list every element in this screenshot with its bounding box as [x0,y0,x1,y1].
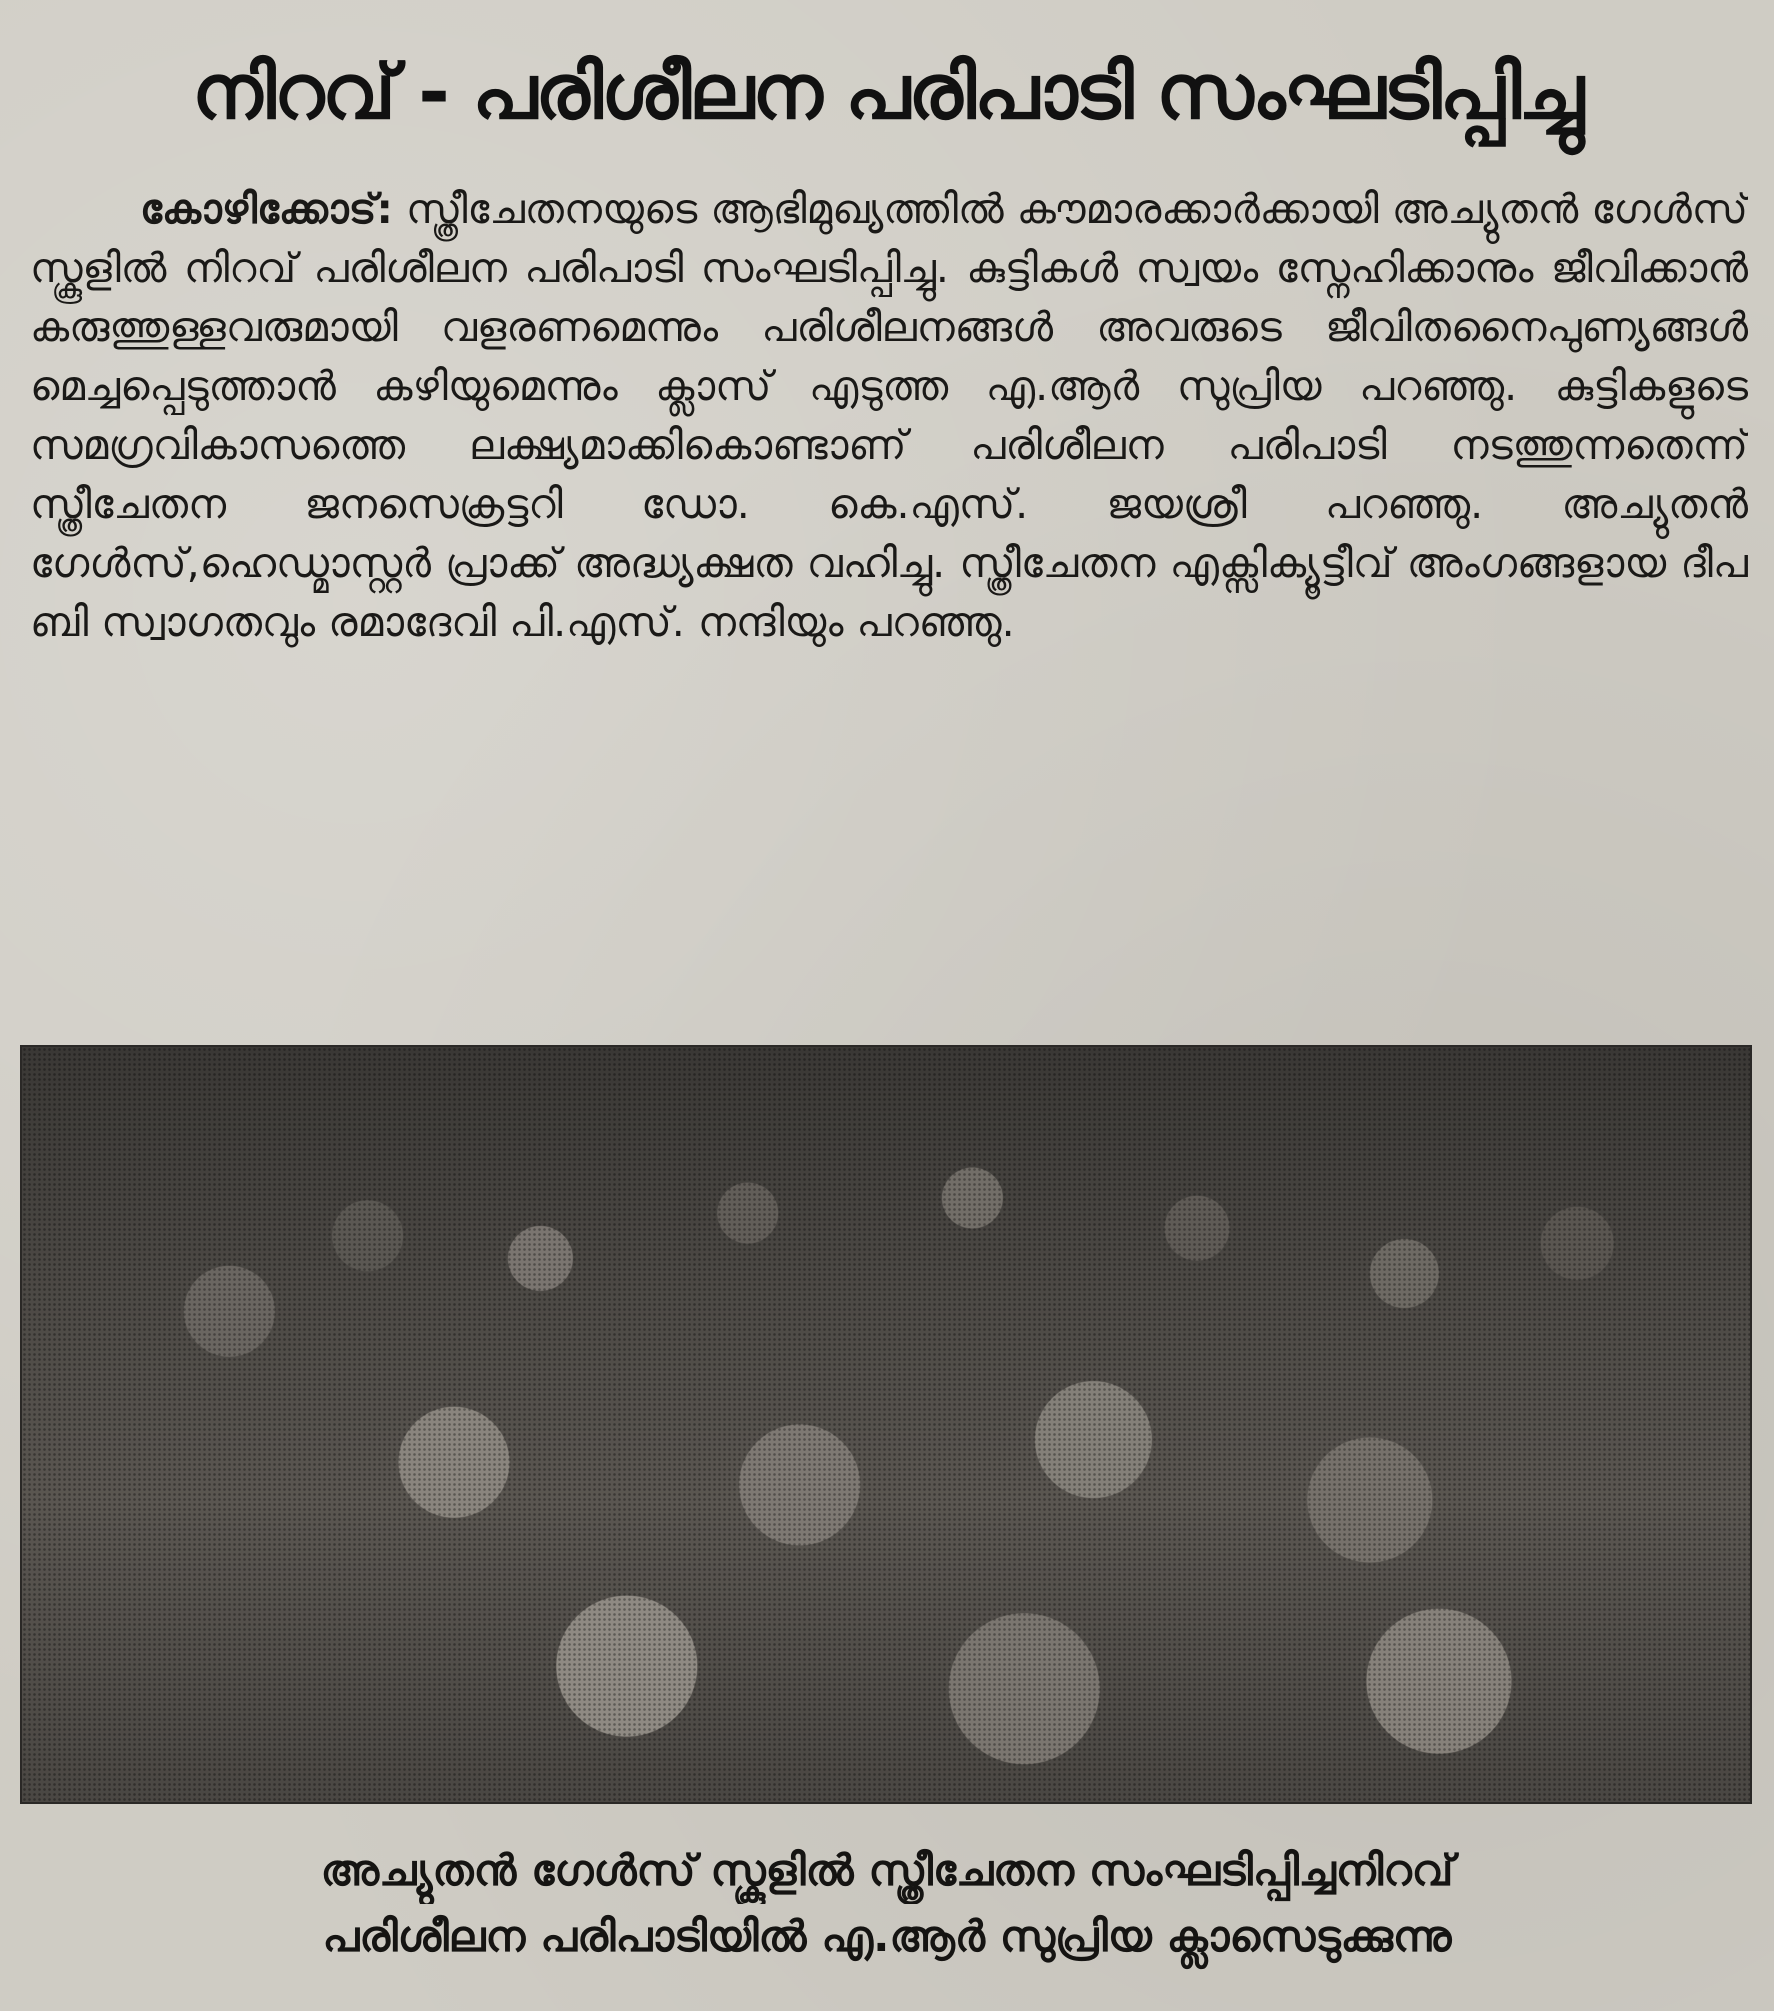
article-body [30,180,1748,1040]
photo-caption-line-1: അച്യുതൻ ഗേൾസ് സ്കൂളിൽ സ്ത്രീചേതന സംഘടിപ്പിച്ചനിറവ് [320,1846,1454,1896]
article-headline: നിറവ് - പരിശീലന പരിപാടി സംഘടിപ്പിച്ചു [191,46,1583,136]
event-photo [20,1045,1752,1804]
photo-caption [40,1838,1734,1970]
photo-caption-line-2: പരിശീലന പരിപാടിയിൽ എ.ആർ സുപ്രിയ ക്ലാസെടുക്കുന്നു [322,1912,1452,1962]
article-dateline: കോഴിക്കോട്: [140,185,393,233]
article-body-text: സ്ത്രീചേതനയുടെ ആഭിമുഖ്യത്തിൽ കൗമാരക്കാർക്കായി അച്യുതൻ ഗേൾസ് സ്കൂളിൽ നിറവ് പരിശീലന പരിപാടി സംഘടിപ്പിച്ചു. കുട്ടികൾ സ്വയം സ്നേഹിക്കാനും ജീവിക്കാൻ കരുത്തുള്ളവരുമായി വളരണമെന്നും പരിശീലനങ്ങൾ അവരുടെ ജീവിതനൈപുണ്യങ്ങൾ മെച്ചപ്പെടുത്താൻ കഴിയുമെന്നും ക്ലാസ് എടുത്ത എ.ആർ സുപ്രിയ പറഞ്ഞു. കുട്ടികളുടെ സമഗ്രവികാസത്തെ ലക്ഷ്യമാക്കികൊണ്ടാണ് പരിശീലന പരിപാടി നടത്തുന്നതെന്ന് സ്ത്രീചേതന ജനസെക്രട്ടറി ഡോ. കെ.എസ്. ജയശ്രീ പറഞ്ഞു. അച്യുതൻ ഗേൾസ്,ഹെഡ്മാസ്റ്റർ പ്രാക്ക് അദ്ധ്യക്ഷത വഹിച്ചു. സ്ത്രീചേതന എക്സിക്യൂട്ടീവ് അംഗങ്ങളായ ദീപ ബി സ്വാഗതവും രമാദേവി പി.എസ്. നന്ദിയും പറഞ്ഞു. [30,185,1748,646]
